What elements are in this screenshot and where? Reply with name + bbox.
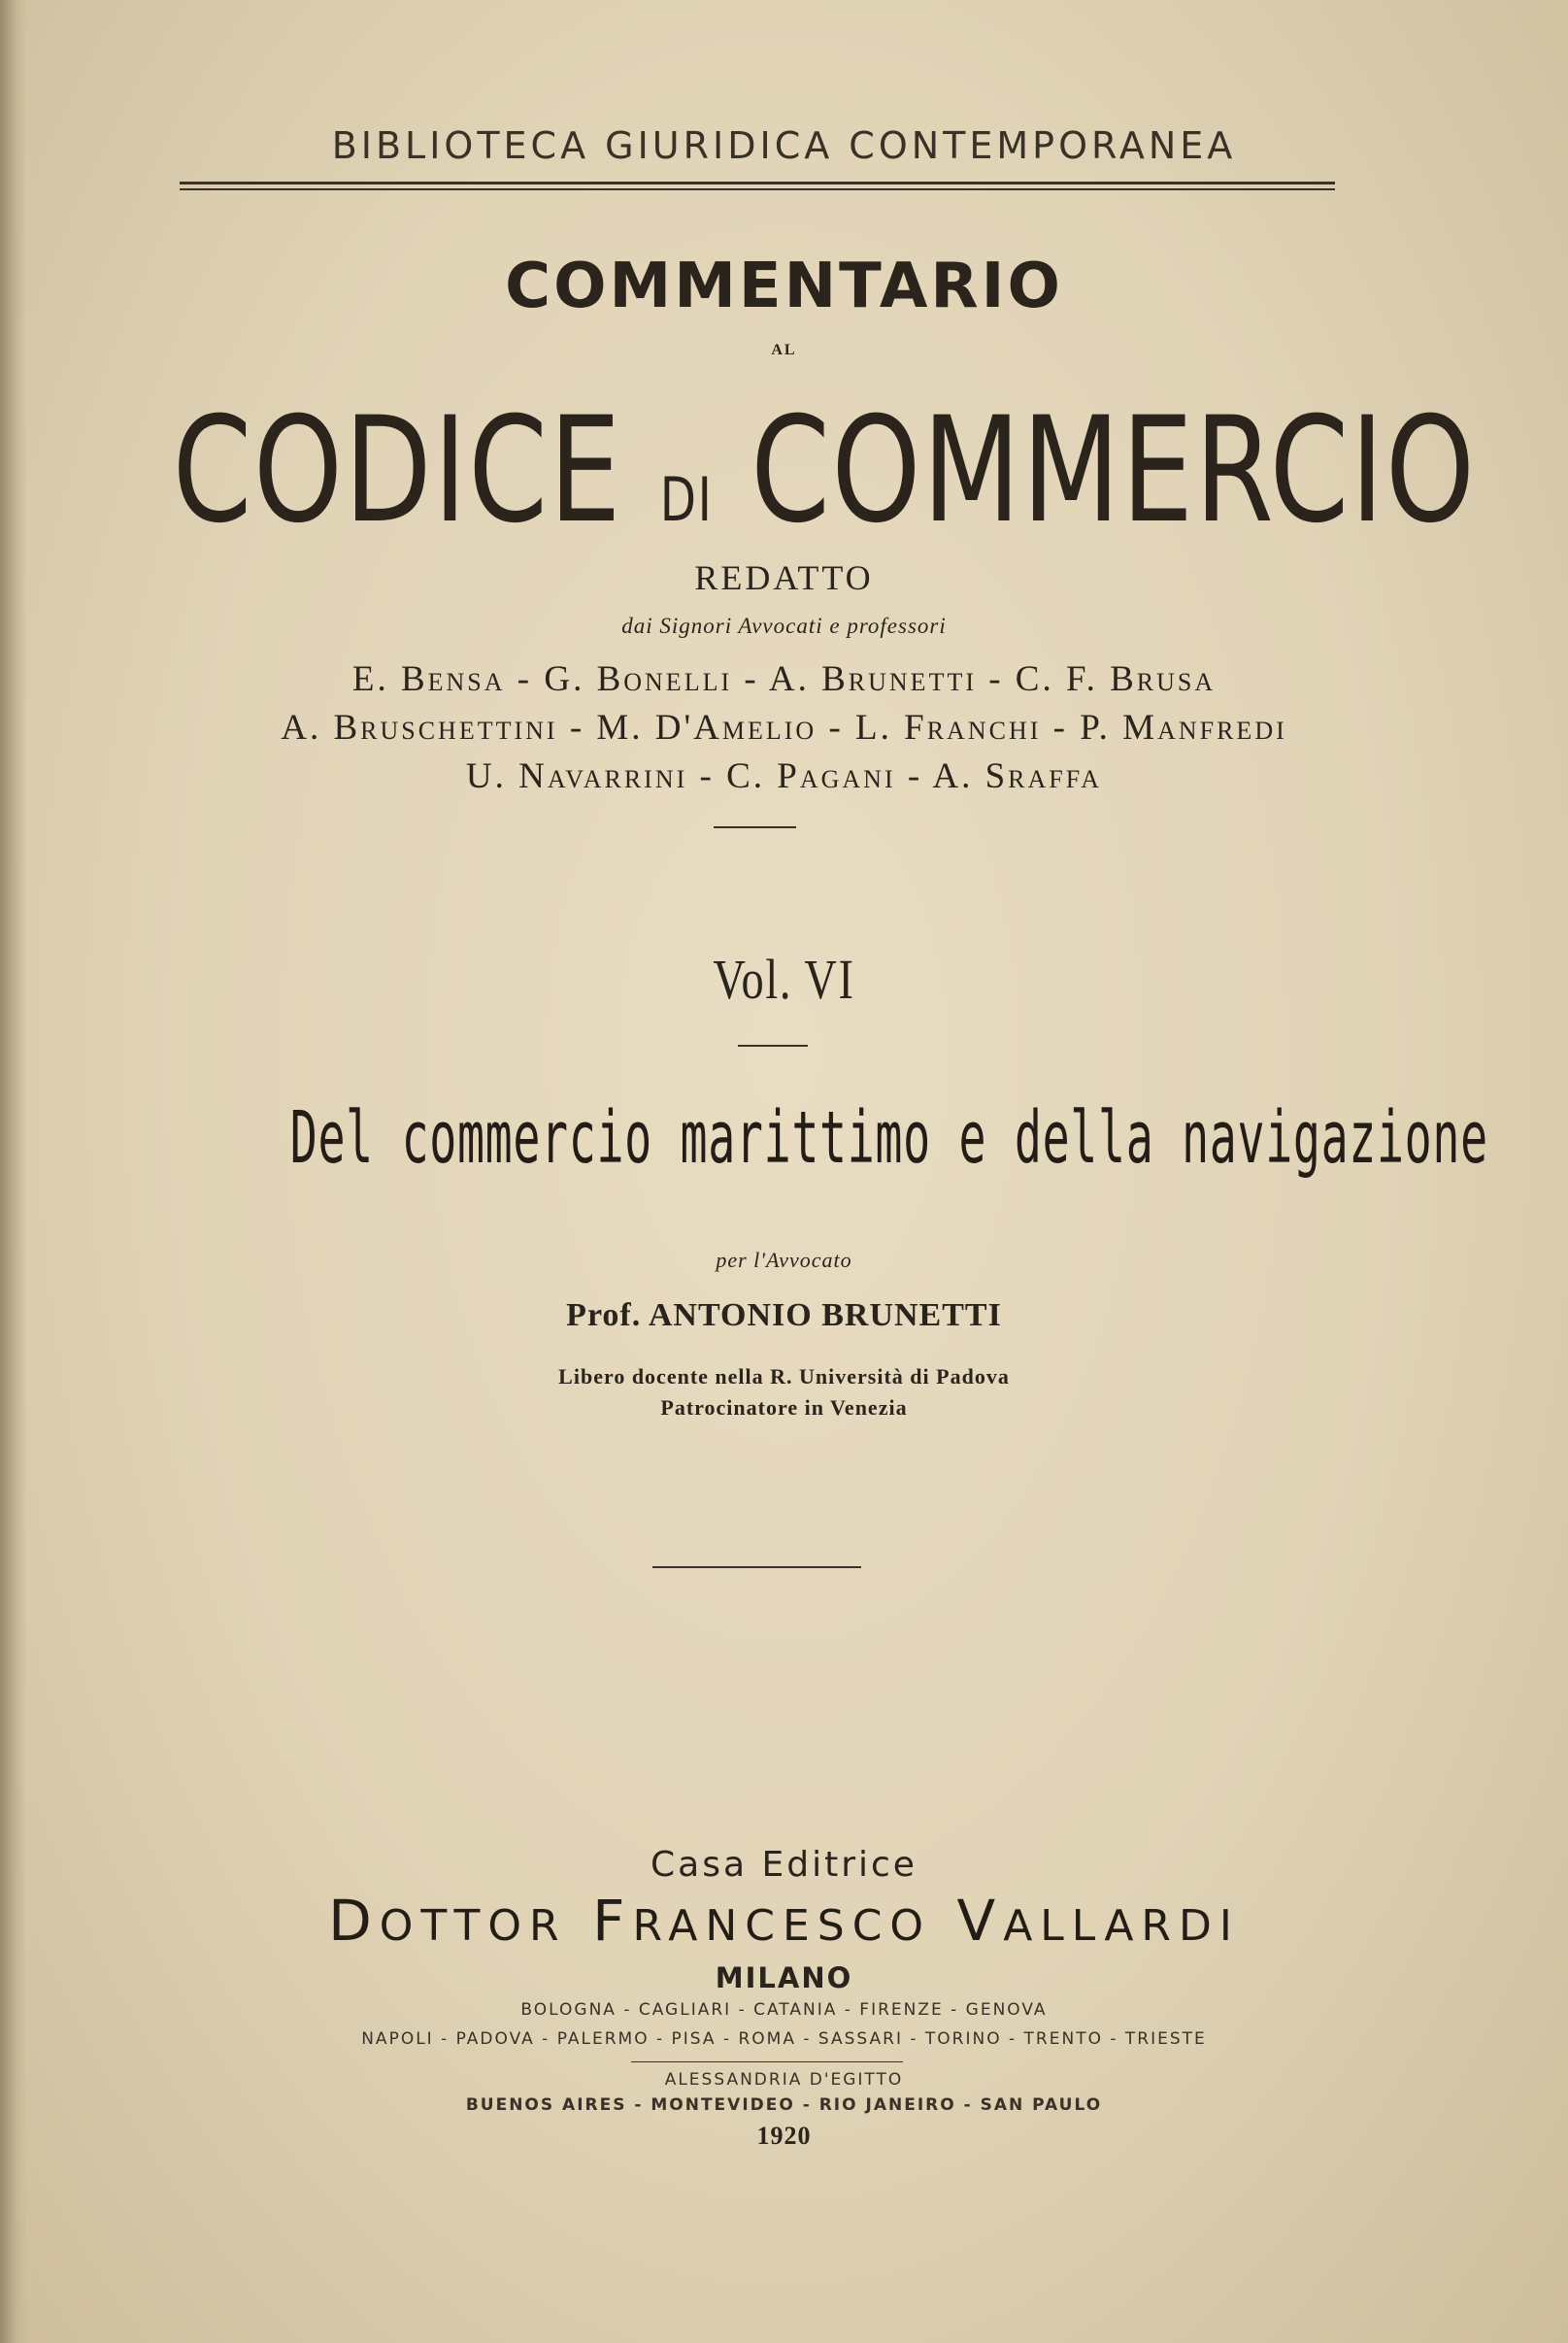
redatto-label: REDATTO <box>694 558 874 597</box>
volume-number: Vol. VI <box>713 948 855 1011</box>
publisher-name-initial: V <box>956 1888 1004 1954</box>
divider <box>738 1045 808 1047</box>
publisher-name <box>0 1888 1568 1954</box>
divider <box>714 826 796 828</box>
title-al: AL <box>771 342 797 358</box>
title-commercio: COMMERCIO <box>751 386 1477 555</box>
publisher-name-part: ALLARDI <box>1003 1901 1240 1951</box>
authors-line-2: A. Bruschettini - M. D'Amelio - L. Franchi - P. Manfredi <box>281 708 1287 748</box>
branch-cities-3: ALESSANDRIA D'EGITTO <box>664 2070 904 2090</box>
publisher-name-part: RANCESCO <box>632 1901 932 1951</box>
branch-cities-1: BOLOGNA - CAGLIARI - CATANIA - FIRENZE - GENOVA <box>520 2000 1048 2020</box>
series-title: BIBLIOTECA GIURIDICA CONTEMPORANEA <box>331 124 1237 167</box>
publisher-city: MILANO <box>715 1961 853 1994</box>
branch-cities-4: BUENOS AIRES - MONTEVIDEO - RIO JANEIRO - SAN PAULO <box>465 2095 1103 2115</box>
publisher-name-initial: D <box>328 1888 380 1954</box>
publisher-label: Casa Editrice <box>651 1845 917 1885</box>
title-di: DI <box>659 464 714 535</box>
divider <box>652 1566 861 1568</box>
per-avvocato: per l'Avvocato <box>716 1248 852 1272</box>
publisher-name-initial: F <box>592 1888 633 1954</box>
title-commentario: COMMENTARIO <box>505 251 1063 322</box>
publisher-name-part: OTTOR <box>379 1901 567 1951</box>
double-rule <box>180 182 1335 190</box>
authors-line-3: U. Navarrini - C. Pagani - A. Sraffa <box>465 756 1103 796</box>
author-name: Prof. ANTONIO BRUNETTI <box>566 1297 1002 1333</box>
divider <box>631 2061 903 2062</box>
volume-subtitle: Del commercio marittimo e della navigazione <box>289 1096 1488 1180</box>
title-codice: CODICE <box>172 386 623 555</box>
branch-cities-2: NAPOLI - PADOVA - PALERMO - PISA - ROMA - SASSARI - TORINO - TRENTO - TRIESTE <box>361 2029 1207 2049</box>
author-role-2: Patrocinatore in Venezia <box>660 1395 908 1420</box>
main-title <box>172 386 1477 578</box>
editors-intro: dai Signori Avvocati e professori <box>621 614 947 638</box>
authors-line-1: E. Bensa - G. Bonelli - A. Brunetti - C. F. Brusa <box>351 659 1217 699</box>
publication-year: 1920 <box>756 2122 812 2150</box>
author-role-1: Libero docente nella R. Università di Padova <box>558 1364 1010 1389</box>
